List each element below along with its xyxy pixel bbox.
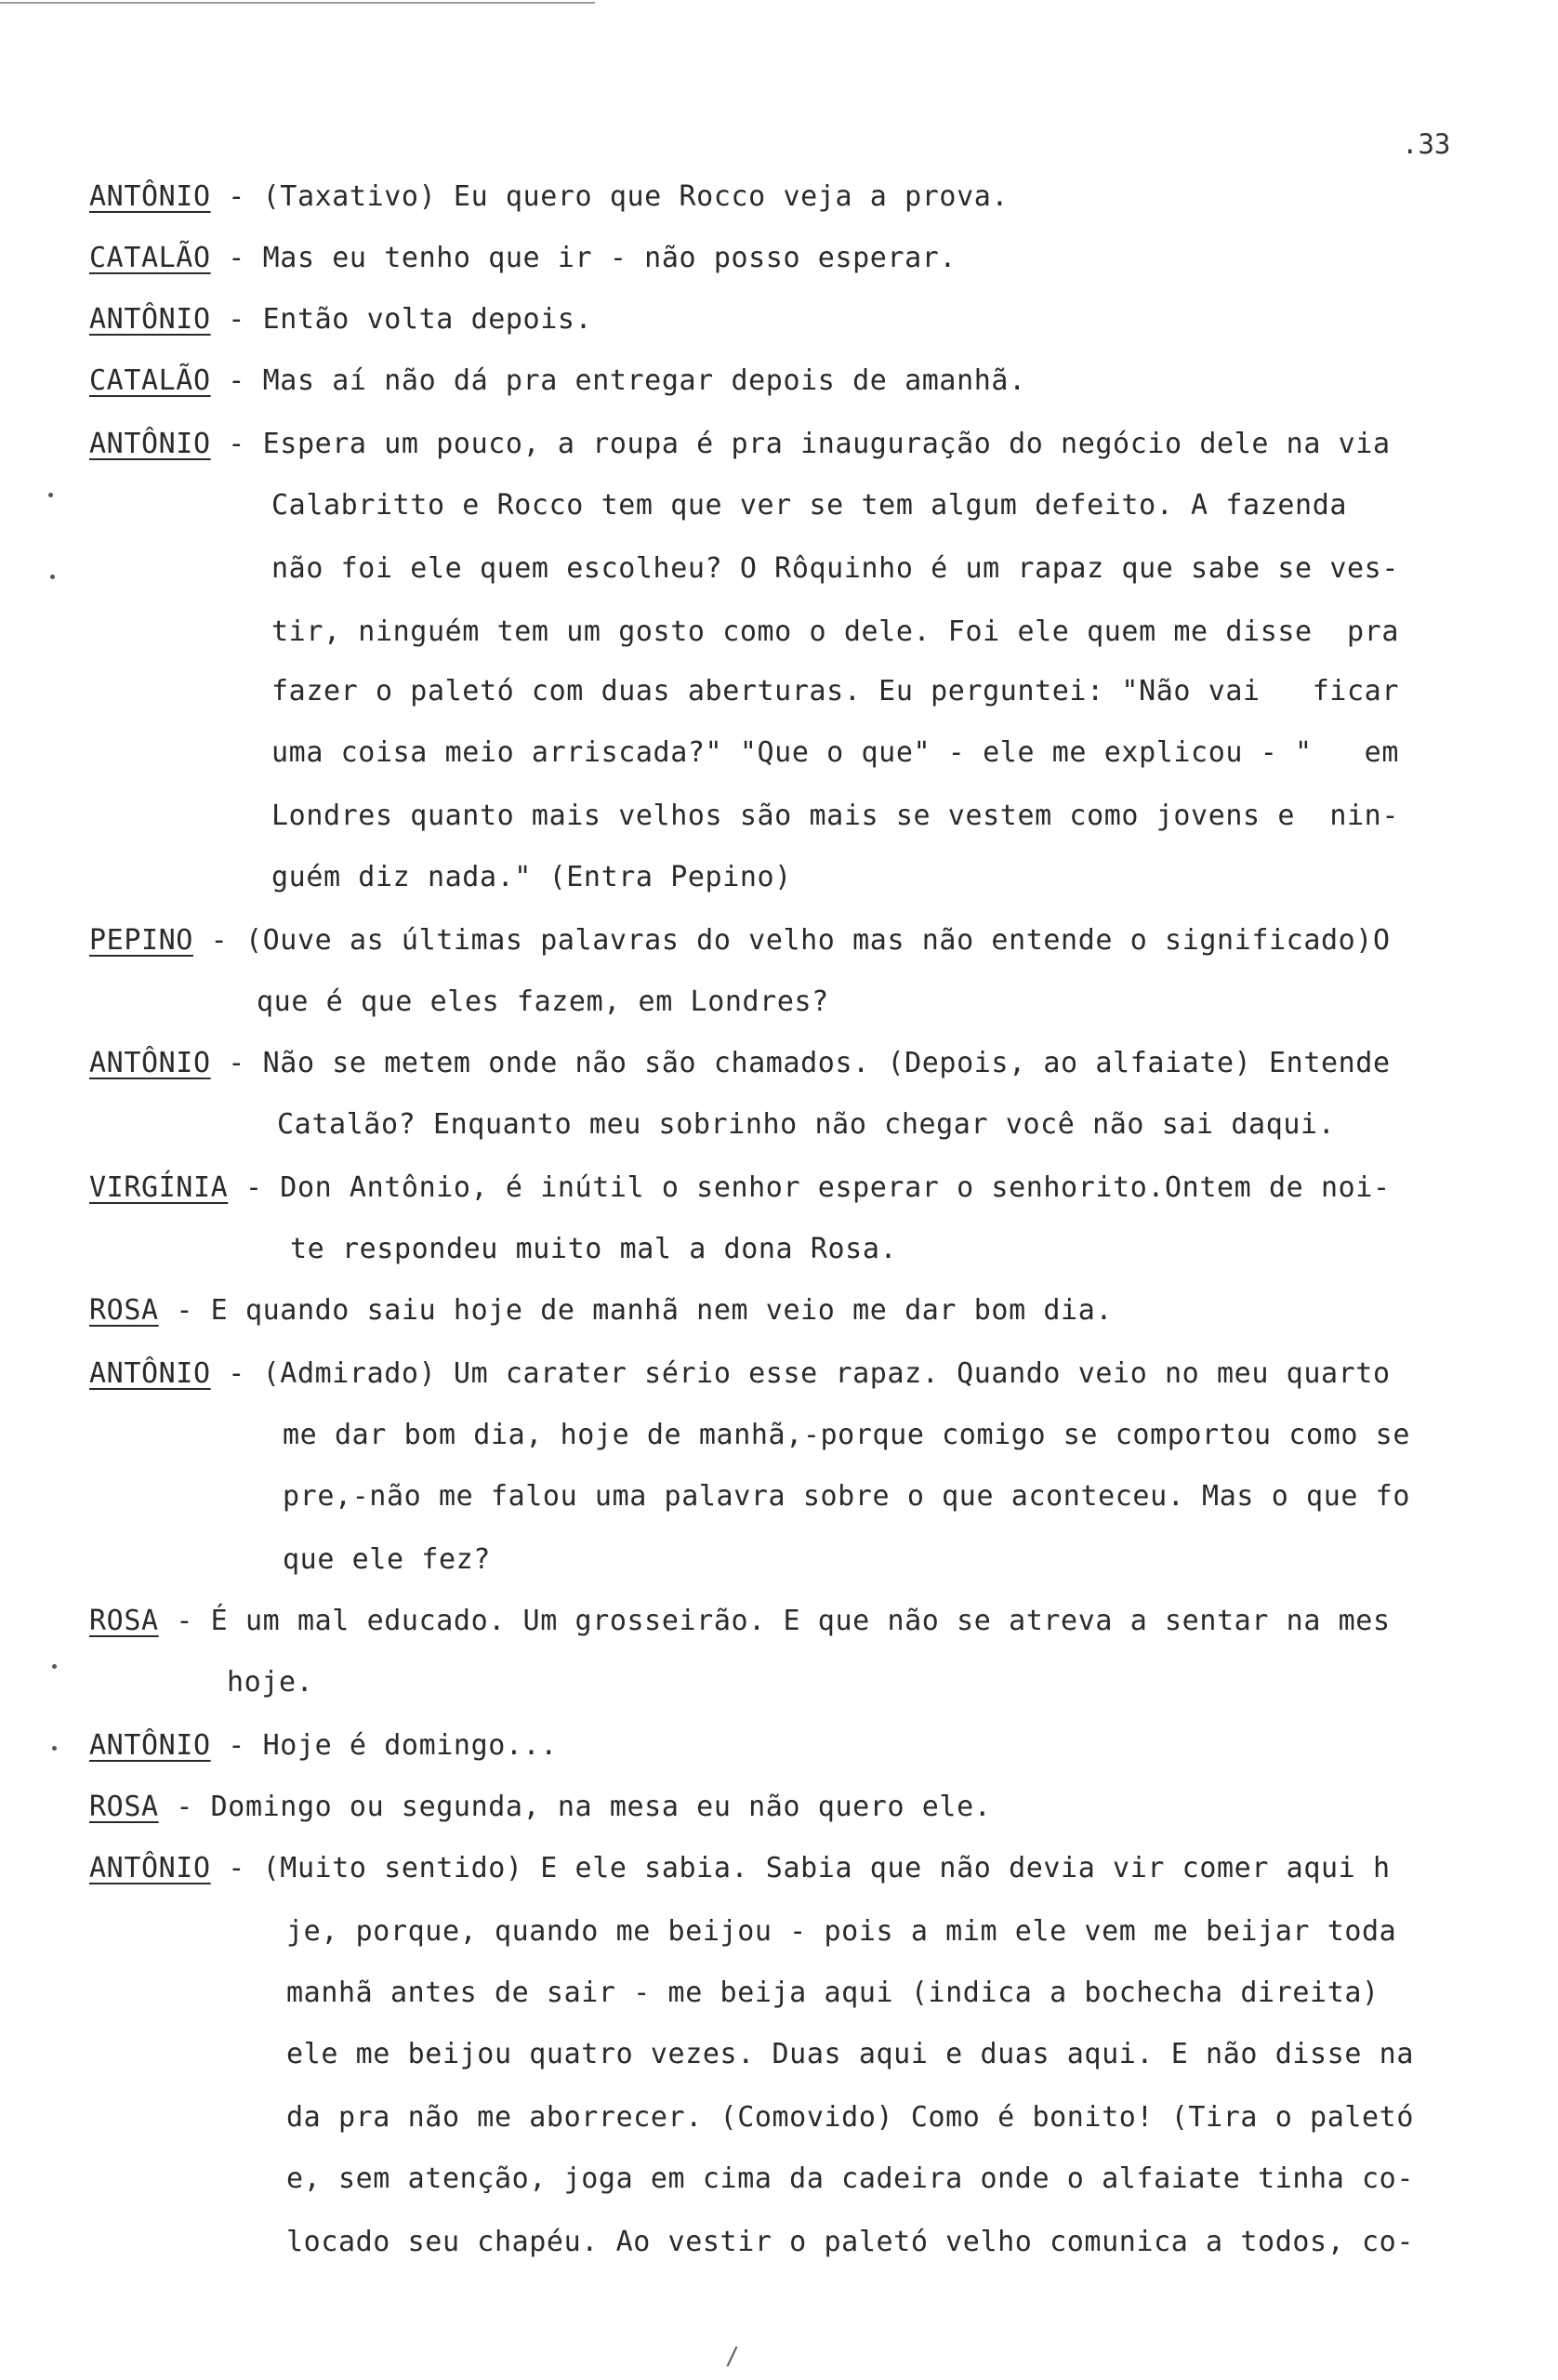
dialogue-text: - Espera um pouco, a roupa é pra inauguração do negócio dele na via bbox=[210, 428, 1391, 460]
dialogue-text: Londres quanto mais velhos são mais se vestem como jovens e nin- bbox=[271, 800, 1399, 832]
dialogue-text: não foi ele quem escolheu? O Rôquinho é um rapaz que sabe se ves- bbox=[271, 552, 1399, 585]
script-line bbox=[89, 178, 1009, 216]
script-line bbox=[89, 240, 957, 277]
dialogue-text: me dar bom dia, hoje de manhã,-porque comigo se comportou como se bbox=[283, 1419, 1410, 1451]
script-line bbox=[89, 922, 1391, 959]
dialogue-text: tir, ninguém tem um gosto como o dele. Foi ele quem me disse pra bbox=[271, 615, 1399, 648]
dialogue-text: manhã antes de sair - me beija aqui (indica a bochecha direita) bbox=[286, 1977, 1380, 2009]
speaker-name: CATALÃO bbox=[89, 242, 211, 274]
dialogue-text: fazer o paletó com duas aberturas. Eu perguntei: "Não vai ficar bbox=[271, 675, 1399, 707]
dialogue-text: que é que eles fazem, em Londres? bbox=[257, 985, 829, 1018]
dialogue-text: que ele fez? bbox=[283, 1543, 491, 1576]
speaker-name: ANTÔNIO bbox=[89, 1852, 211, 1884]
script-line bbox=[89, 1603, 1391, 1640]
script-line bbox=[286, 2224, 1414, 2261]
margin-mark bbox=[50, 575, 55, 579]
dialogue-text: - Mas eu tenho que ir - não posso esperar. bbox=[210, 242, 957, 274]
speaker-name: VIRGÍNIA bbox=[89, 1171, 229, 1204]
speaker-name: ANTÔNIO bbox=[89, 180, 211, 213]
script-line bbox=[286, 2161, 1414, 2198]
dialogue-text: - (Ouve as últimas palavras do velho mas não entende o significado)O bbox=[192, 924, 1391, 957]
script-line bbox=[283, 1541, 491, 1579]
dialogue-text: - Então volta depois. bbox=[210, 303, 593, 336]
speaker-name: ANTÔNIO bbox=[89, 303, 211, 336]
dialogue-text: hoje. bbox=[227, 1666, 314, 1699]
script-line bbox=[271, 673, 1399, 710]
script-line bbox=[271, 550, 1399, 588]
script-line bbox=[89, 363, 1026, 400]
script-line bbox=[271, 734, 1399, 772]
dialogue-text: e, sem atenção, joga em cima da cadeira onde o alfaiate tinha co- bbox=[286, 2162, 1414, 2195]
dialogue-text: - É um mal educado. Um grosseirão. E que não se atreva a sentar na mes bbox=[158, 1605, 1391, 1637]
dialogue-text: - (Taxativo) Eu quero que Rocco veja a prova. bbox=[210, 180, 1010, 213]
dialogue-text: pre,-não me falou uma palavra sobre o que aconteceu. Mas o que fo bbox=[283, 1480, 1410, 1513]
dialogue-text: Catalão? Enquanto meu sobrinho não chegar você não sai daqui. bbox=[277, 1108, 1336, 1141]
dialogue-text: - Hoje é domingo... bbox=[210, 1729, 558, 1762]
script-line bbox=[89, 1045, 1391, 1082]
script-line bbox=[283, 1417, 1410, 1454]
margin-mark bbox=[48, 493, 53, 497]
speaker-name: ANTÔNIO bbox=[89, 1357, 211, 1390]
script-line bbox=[286, 2099, 1414, 2136]
dialogue-text: - (Admirado) Um carater sério esse rapaz. Quando veio no meu quarto bbox=[210, 1357, 1391, 1390]
speaker-name: CATALÃO bbox=[89, 364, 211, 397]
script-line bbox=[89, 1727, 558, 1765]
speaker-name: ANTÔNIO bbox=[89, 1729, 211, 1762]
script-line bbox=[283, 1478, 1410, 1515]
script-line bbox=[286, 2036, 1414, 2073]
dialogue-text: locado seu chapéu. Ao vestir o paletó velho comunica a todos, co- bbox=[286, 2226, 1414, 2258]
speaker-name: ROSA bbox=[89, 1605, 159, 1637]
speaker-name: ANTÔNIO bbox=[89, 1047, 211, 1079]
script-line bbox=[290, 1231, 897, 1268]
dialogue-text: je, porque, quando me beijou - pois a mim ele vem me beijar toda bbox=[286, 1915, 1397, 1948]
dialogue-text: da pra não me aborrecer. (Comovido) Como é bonito! (Tira o paletó bbox=[286, 2101, 1414, 2134]
dialogue-text: te respondeu muito mal a dona Rosa. bbox=[290, 1233, 898, 1265]
dialogue-text: - (Muito sentido) E ele sabia. Sabia que não devia vir comer aqui h bbox=[210, 1852, 1391, 1884]
speaker-name: ROSA bbox=[89, 1294, 159, 1327]
footer-mark: / bbox=[725, 2343, 740, 2371]
script-line bbox=[271, 487, 1347, 524]
margin-mark bbox=[52, 1664, 57, 1669]
dialogue-text: guém diz nada." (Entra Pepino) bbox=[271, 861, 792, 893]
speaker-name: ANTÔNIO bbox=[89, 428, 211, 460]
script-line bbox=[89, 1292, 1113, 1329]
dialogue-text: - E quando saiu hoje de manhã nem veio me dar bom dia. bbox=[158, 1294, 1114, 1327]
script-line bbox=[89, 301, 592, 338]
page-number: .33 bbox=[1402, 128, 1451, 160]
script-line bbox=[89, 426, 1391, 463]
speaker-name: ROSA bbox=[89, 1791, 159, 1823]
margin-mark bbox=[52, 1746, 57, 1751]
script-line bbox=[89, 1355, 1391, 1393]
script-line bbox=[277, 1106, 1335, 1144]
dialogue-text: Calabritto e Rocco tem que ver se tem algum defeito. A fazenda bbox=[271, 489, 1348, 522]
dialogue-text: - Não se metem onde não são chamados. (Depois, ao alfaiate) Entende bbox=[210, 1047, 1391, 1079]
script-line bbox=[271, 798, 1399, 835]
dialogue-text: - Don Antônio, é inútil o senhor esperar o senhorito.Ontem de noi- bbox=[228, 1171, 1391, 1204]
script-line bbox=[286, 1975, 1380, 2012]
dialogue-text: ele me beijou quatro vezes. Duas aqui e duas aqui. E não disse na bbox=[286, 2038, 1414, 2070]
scan-edge-line bbox=[0, 2, 595, 4]
script-line bbox=[89, 1789, 991, 1826]
script-line bbox=[271, 859, 792, 896]
dialogue-text: - Mas aí não dá pra entregar depois de amanhã. bbox=[210, 364, 1026, 397]
script-line bbox=[286, 1913, 1396, 1950]
script-line bbox=[271, 614, 1399, 651]
script-line bbox=[89, 1170, 1391, 1207]
speaker-name: PEPINO bbox=[89, 924, 193, 957]
dialogue-text: - Domingo ou segunda, na mesa eu não quero ele. bbox=[158, 1791, 992, 1823]
script-line bbox=[257, 984, 829, 1021]
script-line bbox=[227, 1664, 313, 1701]
dialogue-text: uma coisa meio arriscada?" "Que o que" - ele me explicou - " em bbox=[271, 736, 1399, 769]
script-line bbox=[89, 1850, 1391, 1887]
